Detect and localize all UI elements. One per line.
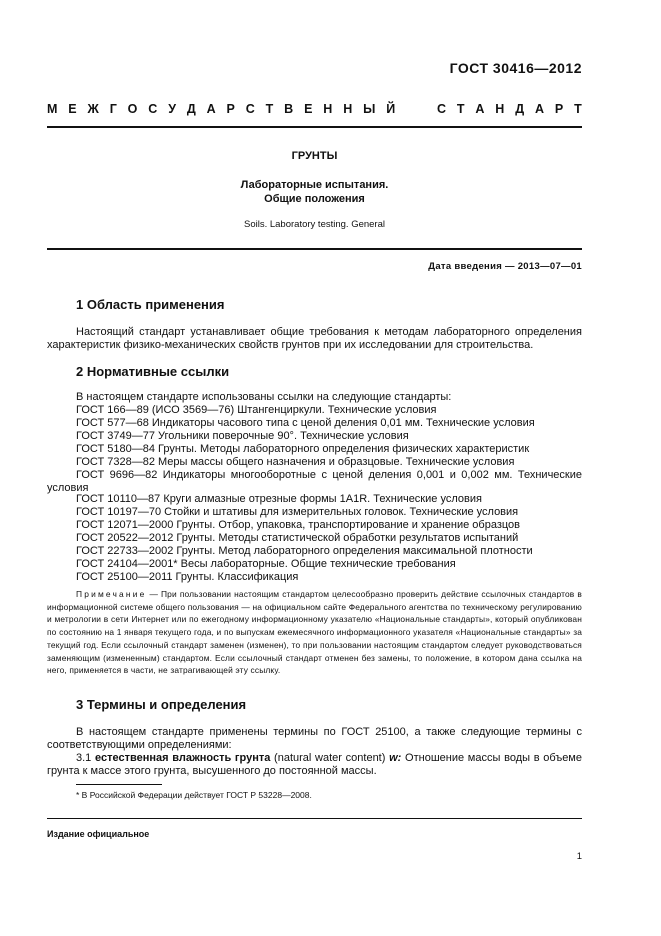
reference-item: ГОСТ 22733—2002 Грунты. Метод лабораторного определения максимальной плотности xyxy=(76,545,533,557)
banner-letter: С xyxy=(245,102,255,116)
reference-item: ГОСТ 577—68 Индикаторы часового типа с ценой деления 0,01 мм. Технические условия xyxy=(76,417,535,429)
banner-letter: Ы xyxy=(363,102,376,116)
banner-letter: В xyxy=(284,102,294,116)
footnote: * В Российской Федерации действует ГОСТ Р 53228—2008. xyxy=(76,790,312,800)
english-title: Soils. Laboratory testing. General xyxy=(244,219,385,230)
banner-letter: Е xyxy=(304,102,313,116)
edition-label: Издание официальное xyxy=(47,829,150,839)
subtitle-line-1: Лабораторные испытания. xyxy=(240,179,389,191)
banner-letter: Й xyxy=(386,102,396,116)
section-1-text: Настоящий стандарт устанавливает общие требования к методам лабораторного определения характеристик физико-механических свойств грунтов при их исследовании для строительства. xyxy=(47,326,582,351)
term-definition xyxy=(47,752,582,778)
reference-item: ГОСТ 3749—77 Угольники поверочные 90°. Технические условия xyxy=(76,430,409,442)
term-name: естественная влажность грунта xyxy=(95,752,271,764)
introduction-date: Дата введения — 2013—07—01 xyxy=(428,261,582,272)
banner-letter: С xyxy=(148,102,158,116)
reference-item: ГОСТ 12071—2000 Грунты. Отбор, упаковка, транспортирование и хранение образцов xyxy=(76,519,521,531)
title-rule xyxy=(47,248,582,250)
subtitle-line-2: Общие положения xyxy=(264,193,365,205)
reference-item: ГОСТ 24104—2001* Весы лабораторные. Общие технические требования xyxy=(76,558,456,570)
banner-letter: Н xyxy=(343,102,353,116)
banner-letter: Н xyxy=(323,102,333,116)
reference-item: ГОСТ 5180—84 Грунты. Методы лабораторного определения физических характеристик xyxy=(76,443,530,455)
term-definition-text: Отношение массы воды в объеме грунта к массе этого грунта, высушенного до постоянной массы. xyxy=(47,752,582,777)
term-symbol: w: xyxy=(389,752,402,764)
references-intro: В настоящем стандарте использованы ссылки на следующие стандарты: xyxy=(76,391,452,403)
banner-gap xyxy=(406,102,426,116)
banner-letter: У xyxy=(168,102,176,116)
reference-item: ГОСТ 166—89 (ИСО 3569—76) Штангенциркули. Технические условия xyxy=(76,404,437,416)
banner-letter: Т xyxy=(574,102,582,116)
document-title: ГРУНТЫ xyxy=(291,150,338,162)
banner-letter: М xyxy=(47,102,58,116)
banner-letter: Д xyxy=(186,102,196,116)
section-3-heading: 3 Термины и определения xyxy=(76,697,247,712)
document-code: ГОСТ 30416—2012 xyxy=(449,60,582,76)
section-3-intro: В настоящем стандарте применены термины по ГОСТ 25100, а также следующие термины с соответствующими определениями: xyxy=(47,726,582,751)
banner-letter: Н xyxy=(495,102,505,116)
references-note xyxy=(47,588,582,677)
banner-letter: Р xyxy=(554,102,564,116)
banner-letter: Р xyxy=(226,102,235,116)
reference-item: ГОСТ 10110—87 Круги алмазные отрезные формы 1А1R. Технические условия xyxy=(76,493,482,505)
reference-item: ГОСТ 20522—2012 Грунты. Методы статистической обработки результатов испытаний xyxy=(76,532,519,544)
footnote-rule xyxy=(76,784,162,785)
footer-rule xyxy=(47,818,582,819)
banner-letter: С xyxy=(436,102,446,116)
banner-letter: Т xyxy=(265,102,274,116)
document-subtitle xyxy=(47,178,582,206)
header-rule xyxy=(47,126,582,128)
reference-item: ГОСТ 7328—82 Меры массы общего назначения и образцовые. Технические условия xyxy=(76,456,515,468)
banner-letter: А xyxy=(475,102,485,116)
section-1-heading: 1 Область применения xyxy=(76,297,225,312)
banner-letter: Г xyxy=(109,102,117,116)
reference-item: ГОСТ 10197—70 Стойки и штативы для измерительных головок. Технические условия xyxy=(76,506,519,518)
term-english: (natural water content) xyxy=(270,752,390,764)
banner-letter: Т xyxy=(456,102,465,116)
section-2-heading: 2 Нормативные ссылки xyxy=(76,364,230,379)
banner-letter: О xyxy=(127,102,138,116)
banner-letter: А xyxy=(534,102,545,116)
banner-letter: Е xyxy=(68,102,77,116)
reference-item: ГОСТ 9696—82 Индикаторы многооборотные с ценой деления 0,001 и 0,002 мм. Технические условия xyxy=(47,469,582,494)
note-text: — При пользовании настоящим стандартом целесообразно проверить действие ссылочных стандартов в информационной системе общего пользования — на официальном сайте Федерального агентства по техническому регулированию и метрологии в сети Интернет или по ежегодному информационному указателю «Национальные стандарты», который опубликован по состоянию на 1 января текущего года, и по выпускам ежемесячного информационного указателя «Национальные стандарты» за текущий год. Если ссылочный стандарт заменен (изменен), то при пользовании настоящим стандартом следует руководствоваться заменяющим (измененным) стандартом. Если ссылочный стандарт отменен без замены, то положение, в котором дана ссылка на него, применяется в части, не затрагивающей эту ссылку. xyxy=(47,589,582,676)
interstate-standard-banner xyxy=(47,102,582,116)
reference-item: ГОСТ 25100—2011 Грунты. Классификация xyxy=(76,571,299,583)
banner-letter: А xyxy=(206,102,216,116)
note-label: Примечание xyxy=(76,589,147,599)
banner-letter: Ж xyxy=(87,102,99,116)
banner-letter: Д xyxy=(515,102,525,116)
term-number: 3.1 xyxy=(76,752,95,764)
page-number: 1 xyxy=(576,851,582,862)
